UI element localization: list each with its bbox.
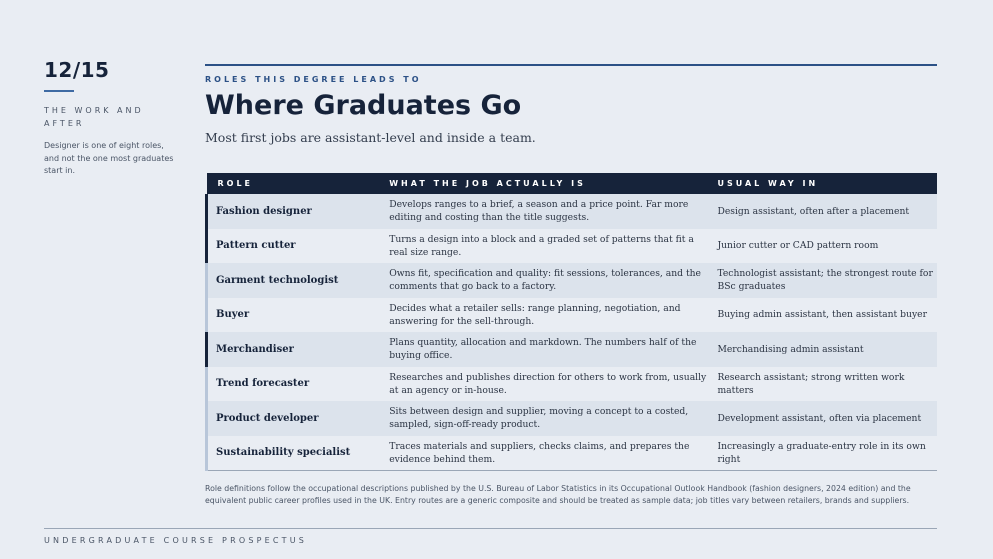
bottom-rule <box>44 528 937 529</box>
role-way-in: Increasingly a graduate-entry role in its own right <box>706 436 937 471</box>
role-description: Owns fit, specification and quality: fit sessions, tolerances, and the comments that go back to a factory. <box>378 263 706 298</box>
role-name: Sustainability specialist <box>207 436 379 471</box>
table-row <box>207 298 938 333</box>
table-row <box>207 367 938 402</box>
main-content <box>205 64 937 465</box>
role-name: Product developer <box>207 401 379 436</box>
role-description: Traces materials and suppliers, checks claims, and prepares the evidence behind them. <box>378 436 706 471</box>
role-description: Develops ranges to a brief, a season and a price point. Far more editing and costing than the title suggests. <box>378 194 706 229</box>
role-name: Fashion designer <box>207 194 379 229</box>
role-name: Buyer <box>207 298 379 333</box>
rail-note: Designer is one of eight roles, and not the one most graduates start in. <box>44 141 174 175</box>
role-description: Decides what a retailer sells: range planning, negotiation, and answering for the sell-through. <box>378 298 706 333</box>
table-row <box>207 229 938 264</box>
table-row <box>207 401 938 436</box>
role-way-in: Development assistant, often via placement <box>706 401 937 436</box>
table-row <box>207 263 938 298</box>
page-number-underline <box>44 90 74 92</box>
source-footnote: Role definitions follow the occupational descriptions published by the U.S. Bureau of Labor Statistics in its Occupational Outlook Handbook (fashion designers, 2024 edition) and the equivalent public career profiles used in the UK. Entry routes are a generic composite and should be treated as sample data; job titles vary between retailers, brands and suppliers. <box>205 484 911 505</box>
role-name: Pattern cutter <box>207 229 379 264</box>
roles-table <box>205 173 937 471</box>
table-header-row <box>207 173 938 194</box>
table-row <box>207 436 938 471</box>
table-row <box>207 332 938 367</box>
table-row <box>207 194 938 229</box>
eyebrow: ROLES THIS DEGREE LEADS TO <box>205 75 422 84</box>
role-description: Sits between design and supplier, moving a concept to a costed, sampled, sign-off-ready product. <box>378 401 706 436</box>
role-way-in: Junior cutter or CAD pattern room <box>706 229 937 264</box>
left-rail <box>44 58 174 178</box>
role-description: Plans quantity, allocation and markdown. The numbers half of the buying office. <box>378 332 706 367</box>
role-description: Researches and publishes direction for others to work from, usually at an agency or in-house. <box>378 367 706 402</box>
page-title: Where Graduates Go <box>205 90 522 121</box>
role-way-in: Buying admin assistant, then assistant buyer <box>706 298 937 333</box>
column-header-way-in: USUAL WAY IN <box>706 173 937 194</box>
role-way-in: Technologist assistant; the strongest route for BSc graduates <box>706 263 937 298</box>
role-description: Turns a design into a block and a graded set of patterns that fit a real size range. <box>378 229 706 264</box>
role-name: Garment technologist <box>207 263 379 298</box>
role-way-in: Merchandising admin assistant <box>706 332 937 367</box>
column-header-role: ROLE <box>207 173 379 194</box>
role-name: Trend forecaster <box>207 367 379 402</box>
column-header-what: WHAT THE JOB ACTUALLY IS <box>378 173 706 194</box>
role-way-in: Design assistant, often after a placement <box>706 194 937 229</box>
page-number: 12/15 <box>44 58 110 82</box>
role-name: Merchandiser <box>207 332 379 367</box>
section-label: THE WORK AND AFTER <box>44 106 144 128</box>
role-way-in: Research assistant; strong written work matters <box>706 367 937 402</box>
footer-label: UNDERGRADUATE COURSE PROSPECTUS <box>44 536 308 545</box>
top-rule <box>205 64 937 66</box>
page-subtitle: Most first jobs are assistant-level and inside a team. <box>205 130 536 145</box>
